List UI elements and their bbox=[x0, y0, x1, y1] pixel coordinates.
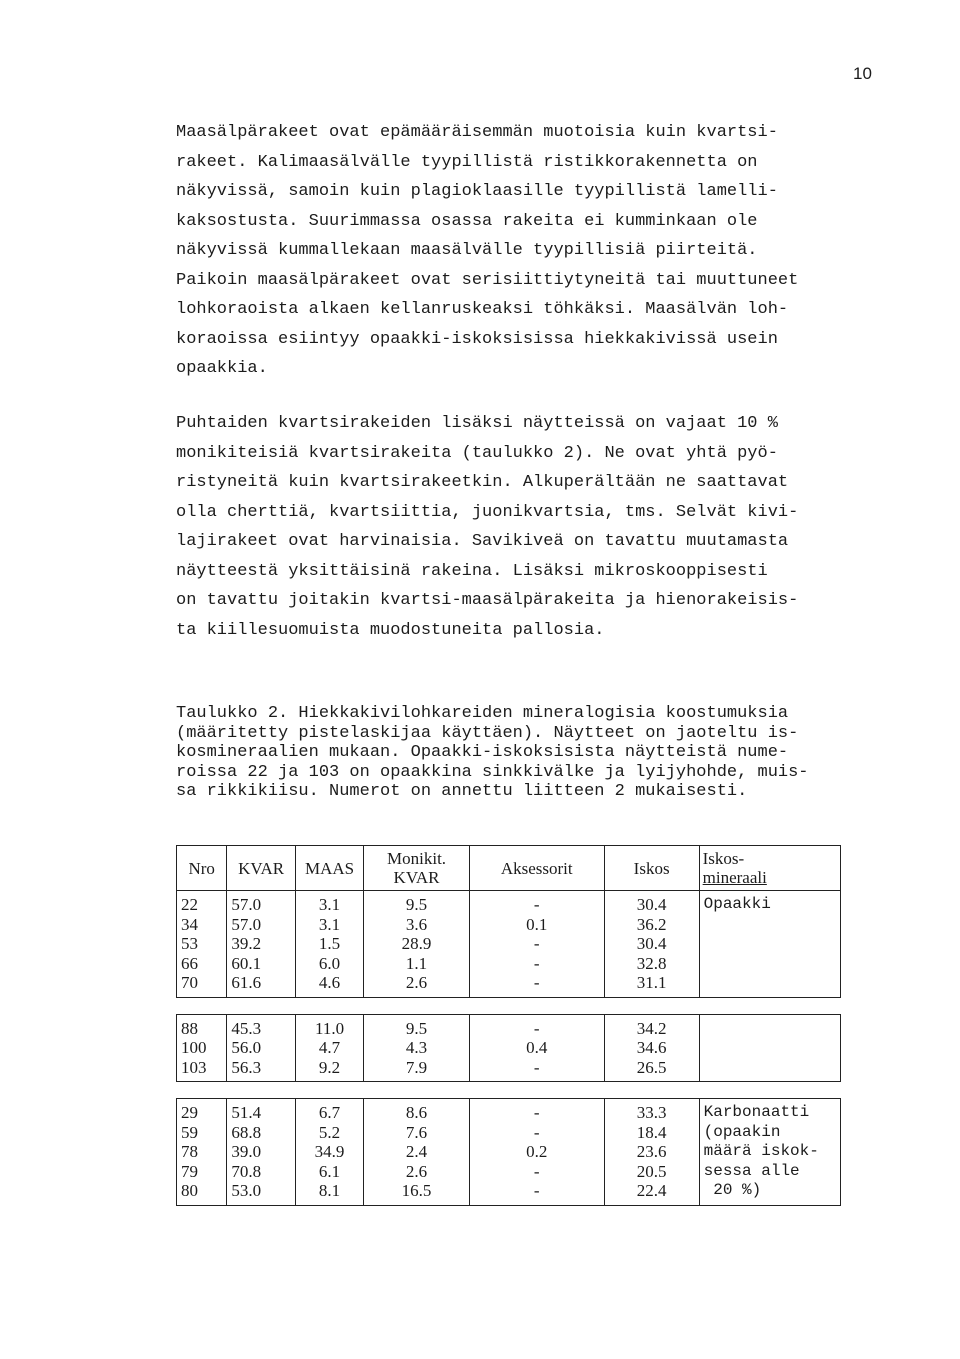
paragraph2-line: näytteestä yksittäisinä rakeina. Lisäksi mikroskooppisesti bbox=[176, 561, 768, 581]
caption-line: kosmineraalien mukaan. Opaakki-iskoksisista näytteistä nume- bbox=[176, 743, 789, 762]
paragraph1-line: opaakkia. bbox=[176, 359, 268, 378]
header-iskos: Iskos bbox=[604, 846, 699, 891]
cell-value: 4.6 bbox=[318, 973, 341, 992]
cell-monikit bbox=[364, 1099, 469, 1206]
cell-aksessorit bbox=[469, 891, 604, 998]
cell-value: 34 bbox=[181, 914, 198, 934]
header-aksessorit: Aksessorit bbox=[469, 846, 604, 891]
cell-value: 103 bbox=[181, 1057, 207, 1077]
cell-value: - bbox=[533, 934, 540, 953]
cell-maas bbox=[295, 1099, 364, 1206]
paragraph2-line: olla cherttiä, kvartsiittia, juonikvartsia, tms. Selvät kivi- bbox=[176, 502, 799, 522]
cell-nro bbox=[177, 1099, 227, 1206]
cell-value: - bbox=[533, 895, 540, 914]
paragraph1-line: Paikoin maasälpärakeet ovat serisiittiytyneitä tai muuttuneet bbox=[176, 270, 799, 290]
table-caption bbox=[176, 704, 896, 802]
cell-kvar bbox=[227, 1099, 295, 1206]
cell-value: 45.3 bbox=[231, 1018, 262, 1038]
page-number: 10 bbox=[853, 64, 872, 83]
cell-value: 1.1 bbox=[405, 953, 428, 973]
cell-value: 34.6 bbox=[636, 1038, 667, 1057]
table-row-group bbox=[177, 1099, 841, 1206]
mineral-composition-table bbox=[176, 845, 841, 1206]
cell-value: - bbox=[533, 973, 540, 992]
cell-value: 59 bbox=[181, 1122, 198, 1142]
cell-iskosmineraali bbox=[699, 1014, 840, 1082]
table-body bbox=[177, 891, 841, 1206]
caption-line: Taulukko 2. Hiekkakivilohkareiden mineralogisia koostumuksia bbox=[176, 704, 789, 723]
cell-value: - bbox=[533, 1122, 540, 1142]
cell-value: 22.4 bbox=[636, 1181, 667, 1200]
cell-value: 4.7 bbox=[318, 1038, 341, 1057]
cell-value: 56.3 bbox=[231, 1057, 262, 1077]
cell-value: (opaakin bbox=[703, 1122, 781, 1141]
paragraph1-line: kaksostusta. Suurimmassa osassa rakeita ei kumminkaan ole bbox=[176, 211, 758, 231]
paragraph1-line: näkyvissä kummallekaan maasälvälle tyypillisiä piirteitä. bbox=[176, 241, 758, 260]
cell-value: 9.5 bbox=[405, 1018, 428, 1038]
paragraph1-line: näkyvissä, samoin kuin plagioklaasille tyypillistä lamelli- bbox=[176, 182, 778, 201]
cell-iskosmineraali bbox=[699, 1099, 840, 1206]
cell-value: 6.1 bbox=[318, 1161, 341, 1181]
cell-value: 66 bbox=[181, 953, 198, 973]
cell-value: 33.3 bbox=[636, 1103, 667, 1122]
cell-nro bbox=[177, 1014, 227, 1082]
cell-value: 16.5 bbox=[401, 1181, 432, 1200]
header-kvar: KVAR bbox=[227, 846, 295, 891]
cell-value: 4.3 bbox=[405, 1038, 428, 1057]
cell-value: 30.4 bbox=[636, 934, 667, 953]
cell-maas bbox=[295, 1014, 364, 1082]
caption-line: roissa 22 ja 103 on opaakkina sinkkivälke ja lyijyhohde, muis- bbox=[176, 762, 809, 782]
paragraph1-line: Maasälpärakeet ovat epämääräisemmän muotoisia kuin kvartsi- bbox=[176, 123, 778, 142]
cell-value: 32.8 bbox=[636, 953, 667, 973]
cell-value: 53.0 bbox=[231, 1181, 262, 1200]
caption-line: (määritetty pistelaskijaa käyttäen). Näytteet on jaoteltu is- bbox=[176, 723, 799, 743]
cell-value: 30.4 bbox=[636, 895, 667, 914]
cell-value: Karbonaatti bbox=[703, 1103, 810, 1121]
cell-iskos bbox=[604, 1099, 699, 1206]
cell-value: 22 bbox=[181, 895, 198, 914]
cell-value: 60.1 bbox=[231, 953, 262, 973]
cell-value: Opaakki bbox=[703, 895, 771, 913]
cell-value: 8.1 bbox=[318, 1181, 341, 1200]
cell-value: 0.1 bbox=[526, 914, 548, 934]
cell-value: 3.1 bbox=[318, 914, 341, 934]
cell-value: - bbox=[533, 953, 540, 973]
cell-value: 11.0 bbox=[314, 1018, 345, 1038]
cell-value: 26.5 bbox=[636, 1057, 667, 1077]
cell-value: 29 bbox=[181, 1103, 198, 1122]
cell-value: määrä iskok- bbox=[703, 1142, 819, 1160]
header-nro: Nro bbox=[177, 846, 227, 891]
group-spacer bbox=[177, 1082, 841, 1099]
cell-value: 34.2 bbox=[636, 1018, 667, 1038]
paragraph-feldspar bbox=[176, 118, 896, 384]
cell-value: 0.2 bbox=[526, 1142, 548, 1161]
cell-value: 18.4 bbox=[636, 1122, 667, 1142]
header-iskosmineraali-line2: mineraali bbox=[702, 868, 767, 887]
cell-value: - bbox=[533, 1161, 540, 1181]
cell-value: 7.6 bbox=[405, 1122, 428, 1142]
cell-value: 39.0 bbox=[231, 1142, 262, 1161]
caption-line: sa rikkikiisu. Numerot on annettu liitteen 2 mukaisesti. bbox=[176, 782, 748, 801]
cell-monikit bbox=[364, 1014, 469, 1082]
cell-value: 56.0 bbox=[231, 1038, 262, 1057]
cell-iskos bbox=[604, 891, 699, 998]
cell-value: - bbox=[533, 1103, 540, 1122]
cell-value: 6.0 bbox=[318, 953, 341, 973]
paragraph2-line: Puhtaiden kvartsirakeiden lisäksi näytteissä on vajaat 10 % bbox=[176, 414, 778, 433]
cell-value: - bbox=[533, 1018, 540, 1038]
cell-value: 9.2 bbox=[318, 1057, 341, 1077]
cell-kvar bbox=[227, 1014, 295, 1082]
cell-value: 79 bbox=[181, 1161, 198, 1181]
cell-value: 2.6 bbox=[405, 1161, 428, 1181]
paragraph1-line: koraoissa esiintyy opaakki-iskoksisissa hiekkakivissä usein bbox=[176, 329, 778, 349]
cell-value: 34.9 bbox=[314, 1142, 345, 1161]
table-row-group bbox=[177, 1014, 841, 1082]
cell-value: 20 %) bbox=[703, 1181, 762, 1199]
cell-value: 1.5 bbox=[318, 934, 341, 953]
cell-maas bbox=[295, 891, 364, 998]
cell-value: 100 bbox=[181, 1038, 207, 1057]
cell-kvar bbox=[227, 891, 295, 998]
cell-value: 70.8 bbox=[231, 1161, 262, 1181]
paragraph1-line: rakeet. Kalimaasälvälle tyypillistä ristikkorakennetta on bbox=[176, 152, 758, 172]
cell-value: 70 bbox=[181, 973, 198, 992]
cell-value: 78 bbox=[181, 1142, 198, 1161]
header-iskosmineraali-line1: Iskos- bbox=[702, 849, 745, 868]
paragraph2-line: monikiteisiä kvartsirakeita (taulukko 2). Ne ovat yhtä pyö- bbox=[176, 443, 778, 463]
cell-iskos bbox=[604, 1014, 699, 1082]
spacer-cell bbox=[177, 1082, 841, 1099]
header-monikit-line1: Monikit. bbox=[387, 849, 447, 868]
paragraph1-line: lohkoraoista alkaen kellanruskeaksi töhkäksi. Maasälvän loh- bbox=[176, 300, 789, 319]
cell-value: 3.6 bbox=[405, 914, 428, 934]
paragraph2-line: ristyneitä kuin kvartsirakeetkin. Alkuperältään ne saattavat bbox=[176, 473, 789, 492]
spacer-cell bbox=[177, 997, 841, 1014]
cell-aksessorit bbox=[469, 1099, 604, 1206]
header-monikit-line2: KVAR bbox=[393, 868, 440, 887]
cell-value: 3.1 bbox=[318, 895, 341, 914]
paragraph-polycrystalline-quartz bbox=[176, 409, 896, 645]
cell-value: 57.0 bbox=[231, 914, 262, 934]
cell-value: 20.5 bbox=[636, 1161, 667, 1181]
header-maas: MAAS bbox=[295, 846, 364, 891]
cell-value: 8.6 bbox=[405, 1103, 428, 1122]
cell-value: 68.8 bbox=[231, 1122, 262, 1142]
cell-nro bbox=[177, 891, 227, 998]
cell-value: 23.6 bbox=[636, 1142, 667, 1161]
cell-value: 39.2 bbox=[231, 934, 262, 953]
cell-value: 88 bbox=[181, 1018, 198, 1038]
cell-value: 2.4 bbox=[405, 1142, 428, 1161]
cell-value: 28.9 bbox=[401, 934, 432, 953]
cell-value: 7.9 bbox=[405, 1057, 428, 1077]
cell-value: 2.6 bbox=[405, 973, 428, 992]
table-row-group bbox=[177, 891, 841, 998]
cell-value: 51.4 bbox=[231, 1103, 262, 1122]
cell-value: 61.6 bbox=[231, 973, 262, 992]
cell-value: 6.7 bbox=[318, 1103, 341, 1122]
cell-monikit bbox=[364, 891, 469, 998]
cell-value: 80 bbox=[181, 1181, 198, 1200]
cell-value: sessa alle bbox=[703, 1161, 800, 1180]
paragraph2-line: lajirakeet ovat harvinaisia. Savikiveä on tavattu muutamasta bbox=[176, 532, 789, 551]
paragraph2-line: ta kiillesuomuista muodostuneita pallosia. bbox=[176, 620, 605, 640]
table-header-row bbox=[177, 846, 841, 891]
group-spacer bbox=[177, 997, 841, 1014]
cell-value: 53 bbox=[181, 934, 198, 953]
cell-value: - bbox=[533, 1181, 540, 1200]
cell-value: 9.5 bbox=[405, 895, 428, 914]
cell-value: - bbox=[533, 1057, 540, 1077]
cell-value: 57.0 bbox=[231, 895, 262, 914]
cell-aksessorit bbox=[469, 1014, 604, 1082]
cell-value: 31.1 bbox=[636, 973, 667, 992]
cell-value: 5.2 bbox=[318, 1122, 341, 1142]
cell-iskosmineraali bbox=[699, 891, 840, 998]
paragraph2-line: on tavattu joitakin kvartsi-maasälpärakeita ja hienorakeisis- bbox=[176, 591, 799, 610]
header-monikit-kvar bbox=[364, 846, 469, 891]
cell-value: 36.2 bbox=[636, 914, 667, 934]
header-iskosmineraali bbox=[699, 846, 840, 891]
cell-value: 0.4 bbox=[526, 1038, 548, 1057]
